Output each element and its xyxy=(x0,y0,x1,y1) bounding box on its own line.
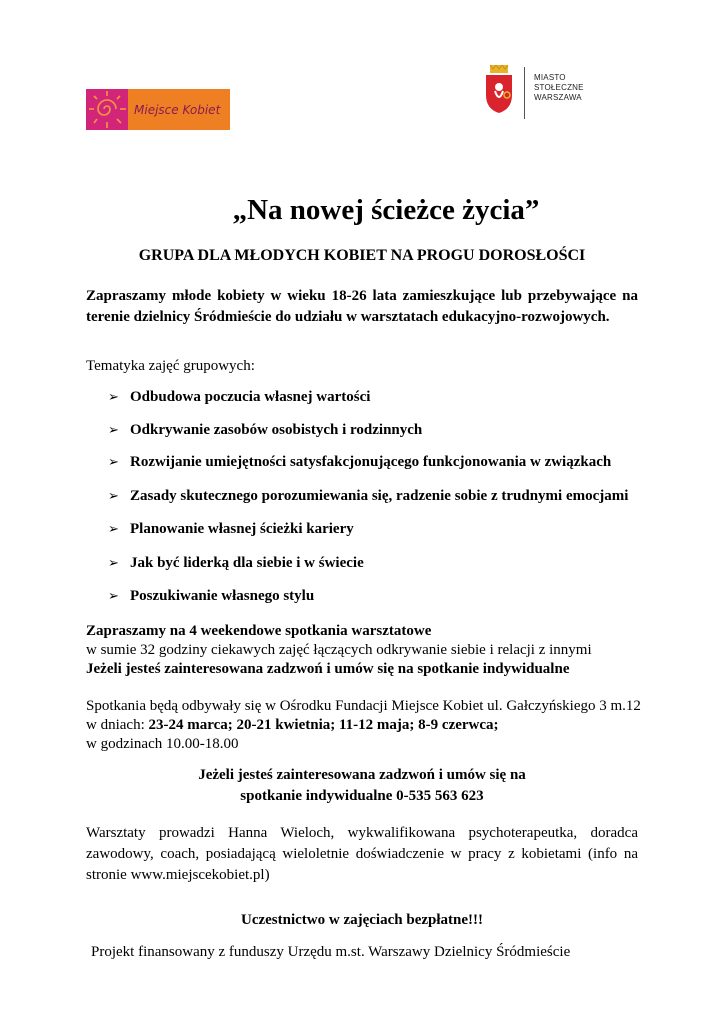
arrow-bullet-icon: ➢ xyxy=(108,455,119,470)
topic-text: Zasady skutecznego porozumiewania się, radzenie sobie z trudnymi emocjami xyxy=(130,488,629,504)
arrow-bullet-icon: ➢ xyxy=(108,589,119,604)
meetings-block xyxy=(86,697,641,754)
list-item xyxy=(108,588,314,605)
list-item xyxy=(108,555,364,572)
meetings-dates: 23-24 marca; 20-21 kwietnia; 11-12 maja; 8-9 czerwca; xyxy=(148,717,499,733)
arrow-bullet-icon: ➢ xyxy=(108,390,119,405)
city-line: STOŁECZNE xyxy=(534,83,584,92)
topics-heading: Tematyka zajęć grupowych: xyxy=(86,358,255,374)
topic-text: Poszukiwanie własnego stylu xyxy=(130,588,315,604)
contact-block xyxy=(0,765,724,807)
meetings-hours: w godzinach 10.00-18.00 xyxy=(86,736,239,752)
document-title: „Na nowej ścieżce życia” xyxy=(232,194,540,226)
city-line: MIASTO xyxy=(534,73,566,82)
document-subtitle: GRUPA DLA MŁODYCH KOBIET NA PROGU DOROSŁOŚCI xyxy=(138,247,586,264)
invite-block xyxy=(86,622,592,679)
logo-divider xyxy=(524,67,525,119)
warszawa-logo xyxy=(484,63,594,121)
funding-note: Projekt finansowany z funduszy Urzędu m.st. Warszawy Dzielnicy Śródmieście xyxy=(91,944,571,960)
city-name xyxy=(534,73,584,103)
miejsce-kobiet-logo xyxy=(86,89,230,130)
invite-headline: Zapraszamy na 4 weekendowe spotkania warsztatowe xyxy=(86,623,432,639)
topic-text: Rozwijanie umiejętności satysfakcjonującego funkcjonowania w związkach xyxy=(130,454,612,470)
list-item xyxy=(108,422,422,439)
arrow-bullet-icon: ➢ xyxy=(108,556,119,571)
list-item xyxy=(108,454,611,471)
contact-phone-line: spotkanie indywidualne 0-535 563 623 xyxy=(240,788,484,804)
topic-text: Odkrywanie zasobów osobistych i rodzinnych xyxy=(130,422,423,438)
sun-spiral-icon xyxy=(86,89,128,130)
meetings-location: Spotkania będą odbywały się w Ośrodku Fundacji Miejsce Kobiet ul. Gałczyńskiego 3 m.12 xyxy=(86,698,641,714)
list-item xyxy=(108,389,370,406)
arrow-bullet-icon: ➢ xyxy=(108,423,119,438)
free-participation-note: Uczestnictwo w zajęciach bezpłatne!!! xyxy=(241,912,483,928)
arrow-bullet-icon: ➢ xyxy=(108,522,119,537)
dates-prefix: w dniach: xyxy=(86,717,149,733)
city-line: WARSZAWA xyxy=(534,93,582,102)
list-item xyxy=(108,521,354,538)
topic-text: Odbudowa poczucia własnej wartości xyxy=(130,389,371,405)
warszawa-crest-icon xyxy=(484,65,514,113)
invite-details: w sumie 32 godziny ciekawych zajęć łączących odkrywanie siebie i relacji z innymi xyxy=(86,642,592,658)
topic-text: Jak być liderką dla siebie i w świecie xyxy=(130,555,364,571)
topic-text: Planowanie własnej ścieżki kariery xyxy=(130,521,354,537)
intro-paragraph: Zapraszamy młode kobiety w wieku 18-26 lata zamieszkujące lub przebywające na terenie dzielnicy Śródmieście do udziału w warsztatach edukacyjno-rozwojowych. xyxy=(86,288,638,325)
miejsce-kobiet-wordmark: Miejsce Kobiet xyxy=(128,89,230,130)
list-item xyxy=(108,488,628,505)
contact-line: Jeżeli jesteś zainteresowana zadzwoń i umów się na xyxy=(198,767,526,783)
workshops-paragraph: Warsztaty prowadzi Hanna Wieloch, wykwalifikowana psychoterapeutka, doradca zawodowy, coach, posiadającą wieloletnie doświadczenie w pracy z kobietami (info na stronie www.miejscekobiet.pl) xyxy=(86,825,638,883)
arrow-bullet-icon: ➢ xyxy=(108,489,119,504)
invite-call-to-action: Jeżeli jesteś zainteresowana zadzwoń i umów się na spotkanie indywidualne xyxy=(86,661,570,677)
meetings-dates-line xyxy=(86,716,641,735)
